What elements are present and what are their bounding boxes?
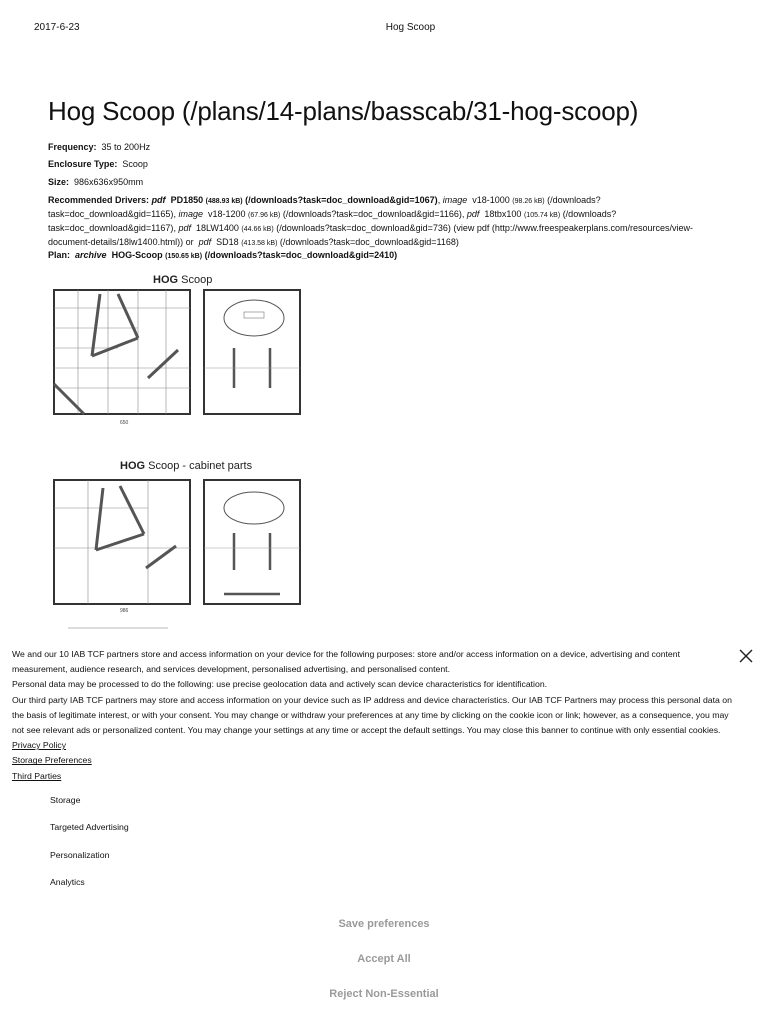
plan-row xyxy=(48,249,397,263)
print-title: Hog Scoop xyxy=(385,22,436,33)
accept-all-button[interactable]: Accept All xyxy=(357,953,411,965)
frequency-label: Frequency: xyxy=(48,142,97,152)
category-storage[interactable]: Storage xyxy=(50,795,81,805)
driver-link-pd1850[interactable]: PD1850 (488.93 kB) (/downloads?task=doc_download&gid=1067) xyxy=(170,195,438,205)
consent-paragraph-2: Personal data may be processed to do the following: use precise geolocation data and actively scan device characteristics for identification. xyxy=(12,679,548,690)
svg-text:986: 986 xyxy=(120,608,129,614)
recommended-drivers: Recommended Drivers: pdf PD1850 (488.93 kB) (/downloads?task=doc_download&gid=1067), image v18-1000 (98.26 kB) (/downloads?task=doc_download&gid=1165), image v18-1200 (67.96 kB) (/downloads?task=doc_download&gid=1166), pdf 18tbx100 (105.74 kB) (/downloads?task=doc_download&gid=1167), pdf 18LW1400 (44.66 kB) (/downloads?task=doc_download&gid=736) (view pdf (http://www.freespeakerplans.com/resources/view-document-details/18lw1400.html)) or pdf SD18 (413.58 kB) (/downloads?task=doc_download&gid=1168) xyxy=(48,195,693,247)
cookie-consent-banner xyxy=(0,638,768,1024)
consent-paragraph-1: We and our 10 IAB TCF partners store and access information on your device for the following purposes: store and/or access information on a device, advertising and content measurement, audience research, and services development, personalised advertising, and personalised content. xyxy=(12,649,681,675)
consent-paragraph-3: Our third party IAB TCF partners may store and access information on your device such as IP address and device characteristics. Our IAB TCF Partners may process this personal data on the basis of legitimate interest, or with your consent. You may change or withdraw your preferences at any time by clicking on the cookie icon or link; however, as a consequence, you may not see relevant ads or personalized content. You may change your settings at any time or accept the default settings. You may close this banner to continue with only essential cookies. Privacy Policy xyxy=(12,694,732,751)
hog-scoop-cabinet-parts-drawing xyxy=(48,458,308,633)
file-type: pdf xyxy=(466,209,480,219)
category-analytics[interactable]: Analytics xyxy=(50,877,85,887)
print-header xyxy=(0,22,768,36)
file-type: image xyxy=(442,195,468,205)
enclosure-row xyxy=(48,158,148,171)
drivers-label: Recommended Drivers: xyxy=(48,195,150,205)
category-personalization[interactable]: Personalization xyxy=(50,850,110,860)
driver-link-v18-1000[interactable]: v18-1000 (98.26 kB) (/downloads?task=doc_download&gid=1165) xyxy=(48,195,601,219)
file-type: image xyxy=(178,209,203,219)
category-targeted-advertising[interactable]: Targeted Advertising xyxy=(50,822,129,832)
size-value: 986x636x950mm xyxy=(74,177,144,187)
file-type: pdf xyxy=(178,223,191,233)
enclosure-value: Scoop xyxy=(122,159,148,169)
driver-link-18tbx100[interactable]: 18tbx100 (105.74 kB) (/downloads?task=doc_download&gid=1167) xyxy=(48,209,617,233)
size-label: Size: xyxy=(48,177,70,187)
privacy-policy-link[interactable]: Privacy Policy xyxy=(12,740,67,751)
file-type: pdf xyxy=(151,195,166,205)
frequency-row xyxy=(48,141,150,154)
view-pdf-link[interactable]: (view pdf (http://www.freespeakerplans.com/resources/view-document-details/18lw1400.html)) xyxy=(48,223,693,247)
hog-scoop-drawing xyxy=(48,268,308,428)
svg-text:650: 650 xyxy=(120,420,129,426)
consent-text xyxy=(12,647,732,784)
third-parties-link[interactable]: Third Parties xyxy=(12,770,62,781)
plan-type: archive xyxy=(75,250,107,260)
plan-label: Plan: xyxy=(48,250,71,260)
page-title: Hog Scoop (/plans/14-plans/basscab/31-hog-scoop) xyxy=(48,96,639,126)
svg-text:HOG Scoop - cabinet parts: HOG Scoop - cabinet parts xyxy=(120,460,253,472)
size-row xyxy=(48,176,143,189)
svg-text:HOG Scoop: HOG Scoop xyxy=(153,274,213,286)
driver-link-18lw1400[interactable]: 18LW1400 (44.66 kB) (/downloads?task=doc_download&gid=736) xyxy=(195,223,451,233)
reject-non-essential-button[interactable]: Reject Non-Essential xyxy=(329,988,439,1000)
plan-download-link[interactable]: HOG-Scoop (150.65 kB) (/downloads?task=doc_download&gid=2410) xyxy=(111,250,398,260)
enclosure-label: Enclosure Type: xyxy=(48,159,118,169)
file-type: pdf xyxy=(198,237,212,247)
or-text: or xyxy=(185,237,194,247)
driver-link-sd18[interactable]: SD18 (413.58 kB) (/downloads?task=doc_download&gid=1168) xyxy=(216,237,459,247)
close-icon[interactable] xyxy=(737,647,755,665)
frequency-value: 35 to 200Hz xyxy=(101,142,151,152)
print-date: 2017-6-23 xyxy=(34,22,80,33)
save-preferences-button[interactable]: Save preferences xyxy=(338,918,430,930)
driver-link-v18-1200[interactable]: v18-1200 (67.96 kB) (/downloads?task=doc_download&gid=1166) xyxy=(207,209,462,219)
storage-preferences-link[interactable]: Storage Preferences xyxy=(12,755,92,766)
